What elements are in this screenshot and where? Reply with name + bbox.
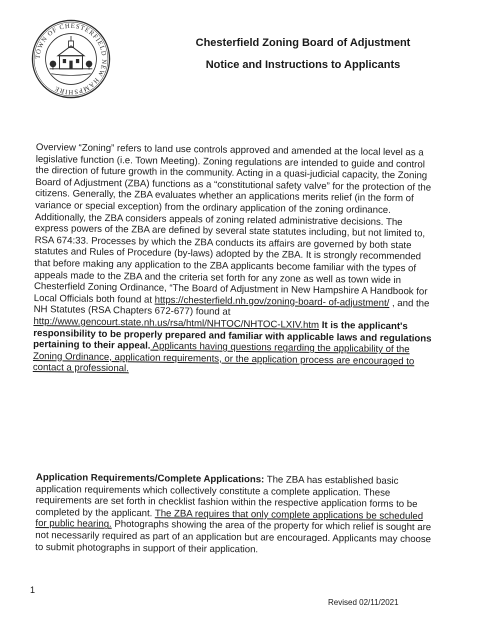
requirements-heading: Application Requirements/Complete Applications:	[35, 472, 265, 486]
overview-paragraph	[33, 142, 436, 379]
town-seal-logo	[30, 18, 112, 100]
seal-ring-text: TOWN OF CHESTERFIELD NEW HAMPSHIRE	[34, 22, 108, 96]
document-title: Chesterfield Zoning Board of Adjustment	[195, 37, 411, 49]
complete-applications-text: The ZBA requires that only complete applications be scheduled for public hearing.	[35, 508, 424, 531]
overview-text-2: , and the NH Statutes (RSA Chapters 672-677) found at	[33, 297, 430, 319]
chesterfield-zba-link[interactable]: https://chesterfield.nh.gov/zoning-board- of-adjustment/	[154, 294, 390, 309]
overview-text: Overview “Zoning” refers to land use controls approved and amended at the local level as a legislative function (i.e. Town Meeting). Zoning regulations are intended to guide and control the direction of future growth in the community. Acting in a quasi-judicial capacity, the Zoning Board of Adjustment (ZBA) functions as a “constitutional safety valve” for the protection of the citizens. Generally, the ZBA evaluates whether an applications merits relief (in the form of variance or special exception) from the ordinary application of the zoning ordinance. Additionally, the ZBA considers appeals of zoning related administrative decisions. The express powers of the ZBA are defined by several state statutes including, but not limited to, RSA 674:33. Processes by which the ZBA conducts its affairs are governed by both state statutes and Rules of Procedure (by-laws) adopted by the ZBA. It is strongly recommended that before making any application to the ZBA applicants become familiar with the types of appeals made to the ZBA and the criteria set forth for any zone as well as town wide in Chesterfield Zoning Ordinance, “The Board of Adjustment in New Hampshire A Handbook for Local Officials both found at	[33, 142, 432, 306]
page-number: 1	[30, 585, 36, 595]
document-header	[168, 36, 438, 72]
nh-statutes-link[interactable]: http://www.gencourt.state.nh.us/rsa/html/NHTOC/NHTOC-LXIV.htm	[33, 315, 320, 331]
requirements-text: The ZBA has established basic application requirements which collectively constitute a complete application. These requirements are set forth in checklist fashion within the respective application forms to be completed by the applicant.	[35, 474, 418, 520]
photographs-text: Photographs showing the area of the property for which relief is sought are not necessarily required as part of an application but are encouraged. Applicants may choose to submit photographs in support of their application.	[35, 519, 432, 555]
contact-professional-text: Applicants having questions regarding the applicability of the Zoning Ordinance, application requirements, or the application process are encouraged to contact a professional.	[32, 340, 415, 375]
requirements-paragraph	[35, 472, 436, 557]
application-requirements-section	[35, 472, 436, 557]
applicant-responsibility-text: It is the applicant's responsibility to be properly prepared and familiar with applicable laws and regulations pertaining to their appeal.	[33, 319, 432, 352]
document-subtitle: Notice and Instructions to Applicants	[205, 59, 401, 71]
overview-section	[33, 142, 436, 379]
revised-date: Revised 02/11/2021	[328, 598, 399, 607]
